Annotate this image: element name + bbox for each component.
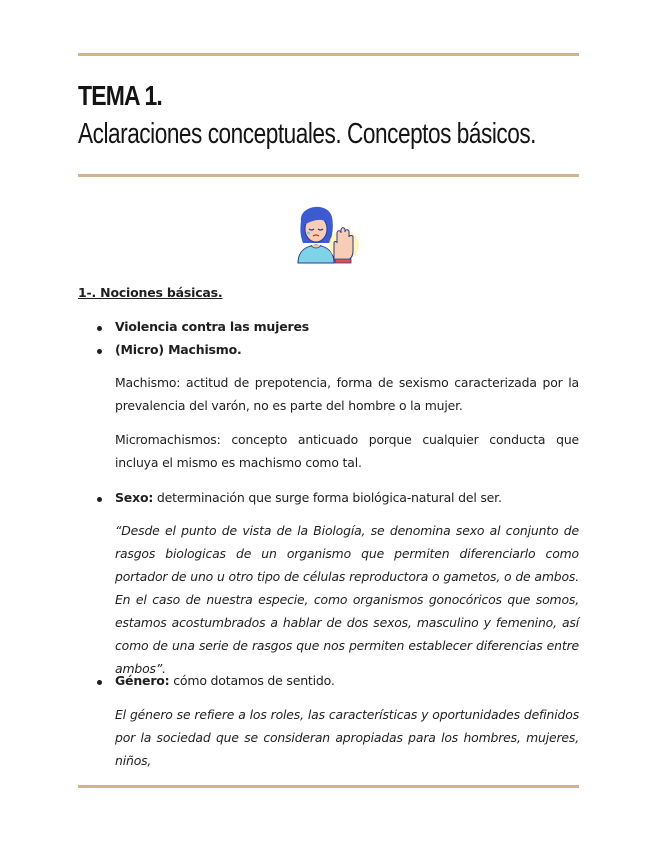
list-item-label: Violencia contra las mujeres [115,319,309,334]
list-item-text [115,490,502,505]
list-item-label: Género: [115,673,170,688]
bullet-dot [97,680,102,685]
page-subtitle: Aclaraciones conceptuales. Conceptos básicos. [78,118,537,150]
list-item-text [115,673,335,688]
bullet-dot [97,497,102,502]
list-item-description: determinación que surge forma biológica-natural del ser. [153,490,502,505]
title-divider [78,174,579,177]
list-item-label: Sexo: [115,490,154,505]
micromachismos-paragraph: Micromachismos: concepto anticuado porque cualquier conducta que incluya el mismo es machismo como tal. [115,432,579,470]
top-divider [78,53,579,56]
section-heading: 1-. Nociones básicas. [78,285,223,300]
bottom-divider [78,785,579,788]
page-title: TEMA 1. [78,80,162,111]
genero-quote: El género se refiere a los roles, las características y oportunidades definidos por la sociedad que se consideran apropiadas para los hombres, mujeres, niños, [115,707,579,768]
bullet-dot [97,349,102,354]
bullet-dot [97,326,102,331]
woman-stop-hand-icon [294,199,360,265]
machismo-paragraph: Machismo: actitud de prepotencia, forma de sexismo caracterizada por la prevalencia del varón, no es parte del hombre o la mujer. [115,375,579,413]
sexo-quote: “Desde el punto de vista de la Biología, se denomina sexo al conjunto de rasgos biologicas de un organismo que permiten diferenciarlo como portador de uno u otro tipo de células reproductora o gametos, o de ambos. En el caso de nuestra especie, como organismos gonocóricos que somos, estamos acostumbrados a hablar de dos sexos, masculino y femenino, así como de una serie de rasgos que nos permiten establecer diferencias entre ambos”. [115,523,579,676]
list-item-description: cómo dotamos de sentido. [169,673,335,688]
list-item-label: (Micro) Machismo. [115,342,242,357]
